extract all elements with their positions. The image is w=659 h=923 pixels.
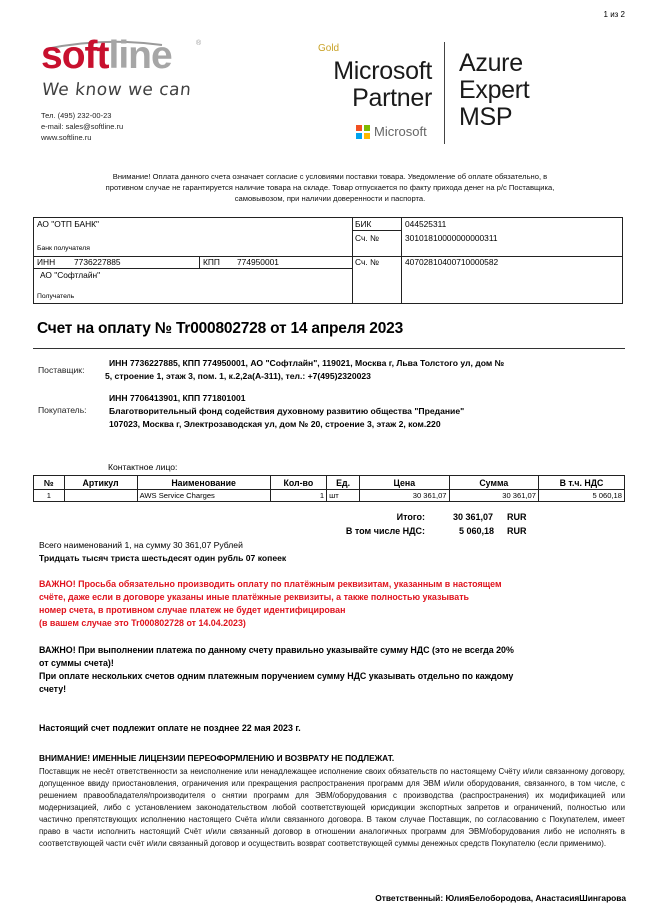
bik-value: 044525311 <box>405 219 447 229</box>
contact-person-label: Контактное лицо: <box>108 462 178 472</box>
account-value: 40702810400710000582 <box>405 257 499 267</box>
corr-account-label: Сч. № <box>355 233 379 243</box>
supplier-line2: 5, строение 1, этаж 3, пом. 1, к.2,2а(А-311), тел.: +7(495)2320023 <box>105 371 371 381</box>
azure-line2: Expert <box>459 76 530 104</box>
row-sum: 30 361,07 <box>449 490 538 502</box>
account-label: Сч. № <box>355 257 379 267</box>
bik-label: БИК <box>355 219 372 229</box>
col-vat: В т.ч. НДС <box>539 476 625 490</box>
invoice-title: Счет на оплату № Tr000802728 от 14 апреля 2023 <box>37 320 403 337</box>
bank-name: АО "ОТП БАНК" <box>37 219 99 229</box>
responsible-persons: Ответственный: ЮлияБелобородова, АнастасияШингарова <box>375 893 626 903</box>
gold-label: Gold <box>318 43 340 54</box>
bank-label: Банк получателя <box>37 245 90 252</box>
buyer-line3: 107023, Москва г, Электрозаводская ул, дом № 20, строение 3, этаж 2, ком.220 <box>109 419 441 429</box>
row-number: 1 <box>34 490 65 502</box>
col-number: № <box>34 476 65 490</box>
logo-tagline: We know we can <box>40 80 193 100</box>
vat-label: В том числе НДС: <box>345 526 425 536</box>
buyer-line1: ИНН 7706413901, КПП 771801001 <box>109 393 246 403</box>
buyer-label: Покупатель: <box>38 405 87 415</box>
inn-value: 7736227885 <box>74 257 121 267</box>
col-name: Наименование <box>137 476 270 490</box>
ms-partner-line2: Partner <box>352 84 432 112</box>
title-divider <box>33 348 625 349</box>
registered-mark: ® <box>196 40 202 47</box>
azure-expert-msp <box>459 50 529 131</box>
buyer-line2: Благотворительный фонд содействия духовному развитию общества "Предание" <box>109 406 465 416</box>
warning-red-line1: ВАЖНО! Просьба обязательно производить оплату по платёжным реквизитам, указанным в настоящем <box>39 579 502 589</box>
kpp-value: 774950001 <box>237 257 279 267</box>
table-row <box>34 490 625 502</box>
vat-warning-line4: счету! <box>39 684 67 694</box>
items-header-row <box>34 476 625 490</box>
col-sum: Сумма <box>449 476 538 490</box>
recipient-label: Получатель <box>37 293 75 300</box>
company-contacts <box>41 110 123 143</box>
license-body: Поставщик не несёт ответственности за неисполнение или ненадлежащее исполнение своих обязательств по настоящему Счёту и/или связанному договору, допущенное ввиду приостановления, ограничения или прекращения распространения программ для ЭВМ и/или оборудования, связанного, в том числе, с решением правообладателя/производителя о снятии программ для ЭВМ/оборудования с производства (распространения) их модификацией или модернизацией, либо с установлением законодательством любой соответствующей юрисдикции экспортных запретов и ограничений, полностью или частично препятствующих исполнению настоящего Счёта и/или связанного договора. В таком случае Поставщик, по согласованию с Покупателем, имеет право в части исполнить настоящий Счёт и/или связанный договор в отношении аналогичных программ для ЭВМ/оборудования либо не исполнять в соответствующей части счёт и/или связанный договор и осуществить возврат соответствующей суммы денежных средств Покупателю (если применимо). <box>39 767 625 848</box>
kpp-label: КПП <box>203 257 220 267</box>
supplier-label: Поставщик: <box>38 365 85 375</box>
vat-warning-line3: При оплате нескольких счетов одним платежным поручением сумму НДС указывать отдельно по каждому <box>39 671 514 681</box>
warning-red-line2: счёте, даже если в договоре указаны иные платёжные реквизиты, а также полностью указывать <box>39 592 470 602</box>
logo-word-red: soft <box>41 34 109 77</box>
sum-in-words: Тридцать тысяч триста шестьдесят один рубль 07 копеек <box>39 553 287 563</box>
softline-logo <box>41 36 172 75</box>
row-unit: шт <box>327 490 360 502</box>
azure-line1: Azure <box>459 49 523 77</box>
azure-line3: MSP <box>459 103 513 131</box>
vat-warning-line2: от суммы счета)! <box>39 658 114 668</box>
contact-email: e-mail: sales@softline.ru <box>41 122 124 131</box>
payment-deadline: Настоящий счет подлежит оплате не позднее 22 мая 2023 г. <box>39 723 301 733</box>
sum-summary: Всего наименований 1, на сумму 30 361,07 Рублей <box>39 540 243 550</box>
row-price: 30 361,07 <box>360 490 449 502</box>
warning-red-line4: (в вашем случае это Tr000802728 от 14.04.2023) <box>39 618 246 628</box>
ms-partner-line1: Microsoft <box>333 57 432 85</box>
contact-phone: Тел. (495) 232-00-23 <box>41 111 112 120</box>
inn-label: ИНН <box>37 257 56 267</box>
total-currency: RUR <box>507 512 527 522</box>
row-vat: 5 060,18 <box>539 490 625 502</box>
supplier-details <box>107 357 627 383</box>
vat-value: 5 060,18 <box>459 526 495 536</box>
col-price: Цена <box>360 476 449 490</box>
vat-warning <box>39 644 629 696</box>
row-name: AWS Service Charges <box>137 490 270 502</box>
buyer-details <box>109 392 629 431</box>
col-quantity: Кол-во <box>270 476 327 490</box>
col-unit: Ед. <box>327 476 360 490</box>
total-label: Итого: <box>396 512 425 522</box>
vat-currency: RUR <box>507 526 527 536</box>
payment-details-warning <box>39 578 619 630</box>
row-article <box>64 490 137 502</box>
bank-details-table <box>33 217 623 304</box>
vat-warning-line1: ВАЖНО! При выполнении платежа по данному счету правильно указывайте сумму НДС (это не всегда 20% <box>39 645 514 655</box>
microsoft-wordmark: Microsoft <box>374 124 427 139</box>
total-value: 30 361,07 <box>453 512 494 522</box>
supplier-line1: ИНН 7736227885, КПП 774950001, АО "Софтлайн", 119021, Москва г, Льва Толстого ул, дом № <box>109 358 505 368</box>
col-article: Артикул <box>64 476 137 490</box>
page-counter: 1 из 2 <box>603 10 625 19</box>
license-heading: ВНИМАНИЕ! ИМЕННЫЕ ЛИЦЕНЗИИ ПЕРЕОФОРМЛЕНИЮ И ВОЗВРАТУ НЕ ПОДЛЕЖАТ. <box>39 753 395 763</box>
recipient-name: АО "Софтлайн" <box>40 270 101 280</box>
partner-divider <box>444 42 445 144</box>
contact-website: www.softline.ru <box>41 133 92 142</box>
items-table <box>33 475 625 502</box>
microsoft-partner-text <box>316 58 432 112</box>
warning-red-line3: номер счета, в противном случае платеж не будет идентифицирован <box>39 605 346 615</box>
logo-word-gray: line <box>108 34 172 77</box>
row-quantity: 1 <box>270 490 327 502</box>
microsoft-logo-icon <box>356 125 370 139</box>
payment-notice: Внимание! Оплата данного счета означает согласие с условиями поставки товара. Уведомление об оплате обязательно, в противном случае не гарантируется наличие товара на складе. Товар отпускается по факту прихода денег на р/с Поставщика, самовывозом, при наличии доверенности и паспорта. <box>105 172 555 203</box>
corr-account-value: 30101810000000000311 <box>405 233 498 243</box>
